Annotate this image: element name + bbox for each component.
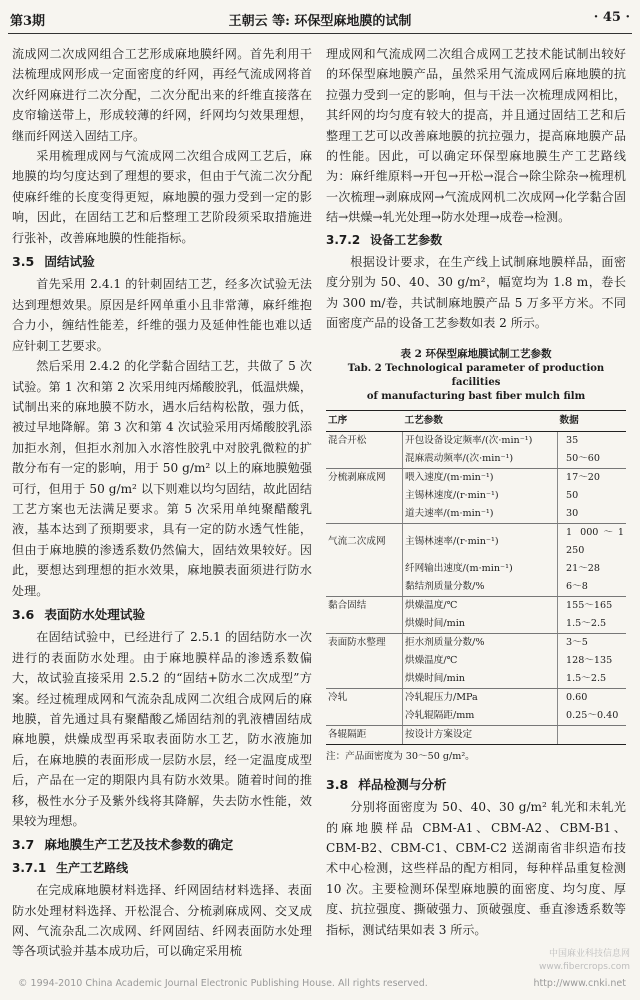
table-cell: 1.5～2.5 xyxy=(558,670,627,689)
table-caption-en: Tab. 2 Technological parameter of production facilities xyxy=(347,362,605,388)
right-column xyxy=(326,44,626,940)
table-cell: 按设计方案设定 xyxy=(403,725,558,744)
table-cell xyxy=(326,578,403,597)
table-cell: 气流二次成网 xyxy=(326,523,403,560)
table-cell: 冷轧辊隔距/mm xyxy=(403,707,558,726)
running-header xyxy=(8,10,632,32)
paragraph: 在完成麻地膜材料选择、纤网固结材料选择、表面防水处理材料选择、开松混合、分梳剥麻成网、交叉成网、气流杂乱二次成网、纤网固结、纤网表面防水处理等各项试验并基本成功后，可以确定采用梳 xyxy=(12,883,312,959)
paragraph: 流成网二次成网组合工艺形成麻地膜纤网。首先利用干法梳理成网形成一定面密度的纤网，再经气流成网将首次纤网麻进行二次分配，二次分配出来的纤维直接落在皮帘输送带上，形成较薄的纤网，纤网均匀效果理想，继而纤网送入固结工序。 xyxy=(12,47,312,143)
paragraph: 根据设计要求，在生产线上试制麻地膜样品，面密度分别为 50、40、30 g/m²，幅宽均为 1.8 m，卷长为 300 m/卷，共试制麻地膜产品 5 万多平方米。不同面密度产品的设备工艺参数如表 2 所示。 xyxy=(326,255,626,331)
table-cell xyxy=(558,725,627,744)
process-parameter-table xyxy=(326,410,626,745)
page-number: · 45 · xyxy=(593,10,630,25)
table-cell: 冷轧 xyxy=(326,688,403,707)
table-cell: 黏合固结 xyxy=(326,596,403,615)
table-header-row xyxy=(326,410,626,431)
table-cell: 50～60 xyxy=(558,450,627,469)
table-cell xyxy=(326,652,403,670)
left-column xyxy=(12,44,312,962)
table-row xyxy=(326,523,626,560)
footer-link[interactable]: http://www.cnki.net xyxy=(533,978,626,989)
table-row xyxy=(326,633,626,652)
table-cell xyxy=(326,615,403,634)
watermark-site-url: www.fibercrops.com xyxy=(539,962,630,972)
table-cell: 各辊隔距 xyxy=(326,725,403,744)
table-cell: 0.25～0.40 xyxy=(558,707,627,726)
section-heading-3-7: 3.7 麻地膜生产工艺及技术参数的确定 xyxy=(12,837,234,853)
table-cell: 道夫速率/(m·min⁻¹) xyxy=(403,505,558,524)
table-row xyxy=(326,578,626,597)
table-cell: 主锡林速度/(r·min⁻¹) xyxy=(403,487,558,505)
table-row xyxy=(326,596,626,615)
table-cell: 烘燥温度/℃ xyxy=(403,596,558,615)
header-cell: 工艺参数 xyxy=(403,410,558,431)
table-cell: 主锡林速率/(r·min⁻¹) xyxy=(403,523,558,560)
table-cell: 分梳剥麻成网 xyxy=(326,468,403,487)
table-cell: 混麻震动频率/(次·min⁻¹) xyxy=(403,450,558,469)
table-row xyxy=(326,615,626,634)
header-cell: 数据 xyxy=(558,410,627,431)
table-row xyxy=(326,707,626,726)
section-heading-3-8: 3.8 样品检测与分析 xyxy=(326,776,447,792)
table-row xyxy=(326,652,626,670)
table-cell: 155～165 xyxy=(566,599,613,611)
table-cell: 冷轧辊压力/MPa xyxy=(403,688,558,707)
table-cell: 纤网输出速度/(m·min⁻¹) xyxy=(403,560,558,578)
table-row xyxy=(326,468,626,487)
table-cell: 烘燥时间/min xyxy=(403,615,558,634)
table-cell xyxy=(326,707,403,726)
running-title: 王朝云 等: 环保型麻地膜的试制 xyxy=(228,14,412,29)
table-row xyxy=(326,487,626,505)
paragraph: 然后采用 2.4.2 的化学黏合固结工艺，共做了 5 次试验。第 1 次和第 2 次采用纯丙烯酸胶乳，低温烘燥，试制出来的麻地膜不防水，遇水后结构松散，强力低，被过早地降解。第 3 次和第 4 次试验采用丙烯酸胶乳添加拒水剂，但拒水剂加入水溶性胶乳中对胶乳微粒的扩散分布有一定的影响，用于 50 g/m² 以上的麻地膜勉强可行，但用于 50 g/m² 以下则难以均匀固结，故此固结工艺方案也无法满足要求。第 5 次采用单纯聚醋酸乳液，基本达到了预期要求，具有一定的防水透气性能，但由于麻地膜的渗透系数仍然偏大，固结效果较好。因此，要想达到理想的拒水效果，麻地膜表面须进行防水处理。 xyxy=(12,359,312,598)
table-row xyxy=(326,505,626,524)
table-body xyxy=(326,431,626,744)
section-heading-3-7-2: 3.7.2 设备工艺参数 xyxy=(326,232,443,247)
table-cell: 1.5～2.5 xyxy=(558,615,627,634)
table-cell: 128～135 xyxy=(566,654,613,666)
table-note: 注：产品面密度为 30～50 g/m²。 xyxy=(326,750,475,762)
header-cell: 工序 xyxy=(326,410,403,431)
paragraph: 在固结试验中，已经进行了 2.5.1 的固结防水一次进行的表面防水处理。由于麻地膜样品的渗透系数偏大，故试验直接采用 2.5.2 的“固结+防水二次成型”方案。经过梳理成网和气流杂乱成网二次组合成网后的麻地膜，首先通过具有聚醋酸乙烯固结剂的乳液槽固结成麻地膜，烘燥成型再采取表面防水工艺，防水液施加后，在麻地膜的表面形成一层防水层，经一定温度成型后，产品在一定的期限内具有防水效果。随着时间的推移，极性水分子及紫外线将其降解，失去防水性能，效果较为理想。 xyxy=(12,630,312,829)
header-rule xyxy=(8,33,632,34)
table-row xyxy=(326,725,626,744)
table-cell: 烘燥时间/min xyxy=(403,670,558,689)
table-cell: 3～5 xyxy=(566,636,588,648)
paragraph: 分别将面密度为 50、40、30 g/m² 轧光和未轧光的麻地膜样品 CBM-A1、CBM-A2、CBM-B1、CBM-B2、CBM-C1、CBM-C2 送湖南省非织造布技术中心检测，这些样品的配方相同，每种样品重复检测 10 次。主要检测环保型麻地膜的面密度、均匀度、厚度、抗拉强度、撕破强力、顶破强度、垂直渗透系数等指标，测试结果如表 3 所示。 xyxy=(326,800,626,937)
table-cell: 21～28 xyxy=(566,562,601,574)
table-cell: 开包设备设定频率/(次·min⁻¹) xyxy=(403,431,558,450)
table-cell: 混合开松 xyxy=(326,431,403,450)
table-row xyxy=(326,450,626,469)
table-cell: 6～8 xyxy=(558,578,627,597)
table-cell xyxy=(326,487,403,505)
paragraph: 理成网和气流成网二次组合成网工艺技术能试制出较好的环保型麻地膜产品，虽然采用气流成网后麻地膜的抗拉强力受到一定的影响，但与干法一次梳理成网相比，其纤网的均匀度有较大的提高，并且通过固结工艺和后整理工艺可以改善麻地膜的抗拉强力，提高麻地膜产品的性能。因此，可以确定环保型麻地膜生产工艺路线为：麻纤维原料→开包→开松→混合→除尘除杂→梳理机一次梳理→剥麻成网→气流成网机二次成网→化学黏合固结→烘燥→轧光处理→防水处理→成卷→检测。 xyxy=(326,47,626,225)
table-cell: 35 xyxy=(566,434,579,446)
section-heading-3-6: 3.6 表面防水处理试验 xyxy=(12,606,146,622)
table-cell: 50 xyxy=(566,489,579,501)
table-cell: 烘燥温度/℃ xyxy=(403,652,558,670)
paragraph: 首先采用 2.4.1 的针刺固结工艺，经多次试验无法达到理想效果。原因是纤网单重小且非常薄，麻纤维抱合力小，缠结性能差，纤维的强力及延伸性能也难以适应针刺工艺要求。 xyxy=(12,277,312,353)
paragraph: 采用梳理成网与气流成网二次组合成网工艺后，麻地膜的均匀度达到了理想的要求，但由于气流二次分配使麻纤维的长度变得更短，麻地膜的强力受到一定的影响，因此，在固结工艺和后整理工艺阶段须采取措施进行张补，改善麻地膜的性能指标。 xyxy=(12,149,312,245)
table-row xyxy=(326,560,626,578)
table-row xyxy=(326,688,626,707)
section-heading-3-5: 3.5 固结试验 xyxy=(12,254,95,270)
table-cell xyxy=(326,505,403,524)
table-cell xyxy=(326,560,403,578)
table-cell xyxy=(326,670,403,689)
table-cell: 1 000～1 250 xyxy=(566,526,624,556)
table-cell: 30 xyxy=(558,505,627,524)
table-cell: 黏结剂质量分数/% xyxy=(403,578,558,597)
copyright-footer: © 1994-2010 China Academic Journal Electronic Publishing House. All rights reserved. xyxy=(18,978,428,989)
table-caption-zh: 表 2 环保型麻地膜试制工艺参数 xyxy=(400,347,552,360)
table-cell xyxy=(326,450,403,469)
table-cell: 0.60 xyxy=(566,691,588,703)
table-cell: 表面防水整理 xyxy=(326,633,403,652)
table-row xyxy=(326,431,626,450)
issue-number: 第3期 xyxy=(10,14,46,29)
table-cell: 17～20 xyxy=(566,471,601,483)
table-caption-en: of manufacturing bast fiber mulch film xyxy=(366,390,586,402)
watermark-site-name: 中国麻业科技信息网 xyxy=(548,949,630,959)
table-row xyxy=(326,670,626,689)
table-cell: 喂入速度/(m·min⁻¹) xyxy=(403,468,558,487)
table-cell: 拒水剂质量分数/% xyxy=(403,633,558,652)
section-heading-3-7-1: 3.7.1 生产工艺路线 xyxy=(12,860,129,875)
